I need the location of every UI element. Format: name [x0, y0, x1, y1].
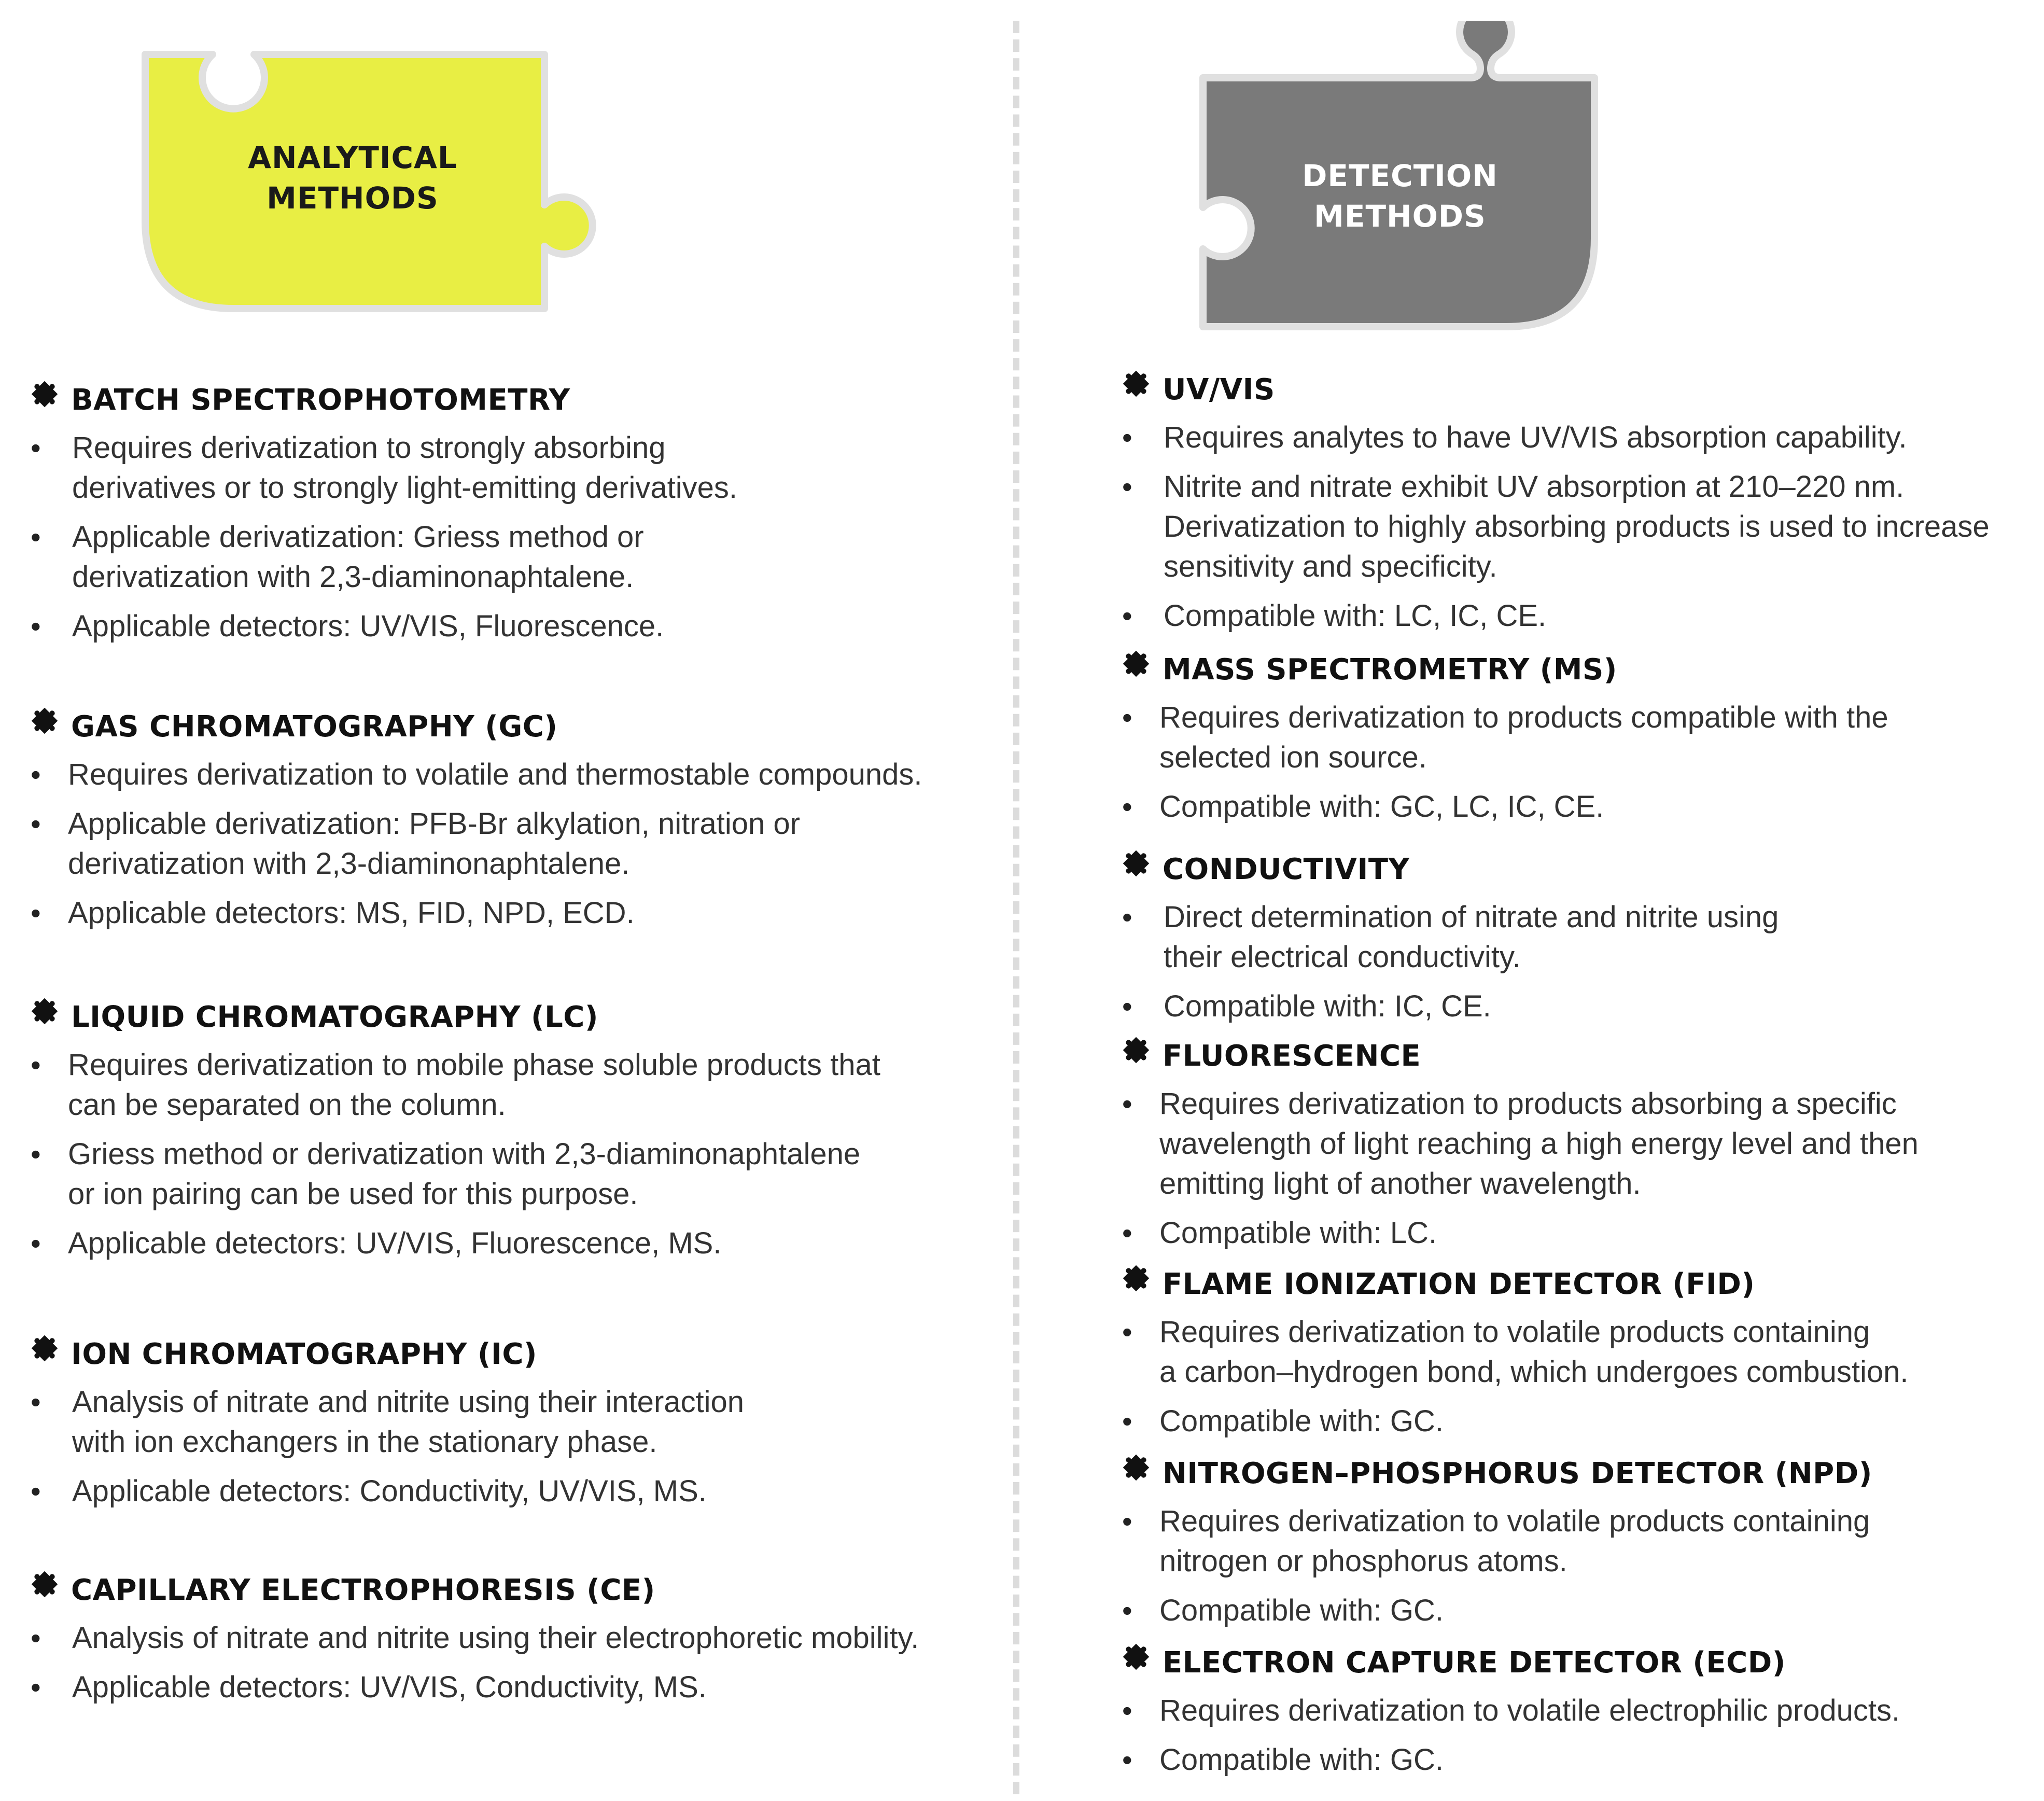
- column-divider: [1013, 21, 1019, 1794]
- detection-section-3: [1120, 845, 2038, 1036]
- bullet-item: • Compatible with: GC.: [1120, 1590, 2038, 1630]
- puzzle-piece-icon: [1120, 648, 1152, 680]
- bullet-item: • Applicable detectors: MS, FID, NPD, ECD.: [29, 893, 1003, 933]
- puzzle-piece-icon: [1120, 847, 1152, 879]
- bullet-list: [29, 755, 1003, 933]
- bullet-item: • Compatible with: GC.: [1120, 1740, 2038, 1780]
- section-title: FLUORESCENCE: [1163, 1039, 1421, 1073]
- bullet-item: • Nitrite and nitrate exhibit UV absorption at 210–220 nm. Derivatization to highly absorbing products is used to increase sensitivity and specificity.: [1120, 467, 2038, 587]
- detection-header-line-2: METHODS: [1314, 199, 1486, 234]
- section-title: GAS CHROMATOGRAPHY (GC): [71, 709, 558, 744]
- section-title: CONDUCTIVITY: [1163, 852, 1410, 886]
- bullet-item: • Applicable detectors: UV/VIS, Fluorescence, MS.: [29, 1223, 1003, 1263]
- analytical-section-2: [29, 703, 1003, 942]
- analytical-section-5: [29, 1566, 1003, 1716]
- bullet-item: • Applicable derivatization: Griess method or derivatization with 2,3-diaminonaphtalene.: [29, 517, 1003, 597]
- analytical-section-1: [29, 376, 1003, 655]
- bullet-list: [1120, 1501, 2038, 1630]
- section-heading: [1120, 1639, 2038, 1686]
- detection-header-line-1: DETECTION: [1302, 158, 1498, 193]
- bullet-item: • Direct determination of nitrate and nitrite using their electrical conductivity.: [1120, 897, 2038, 977]
- puzzle-piece-icon: [1120, 1034, 1152, 1066]
- bullet-list: [29, 1618, 1003, 1707]
- bullet-item: • Requires derivatization to volatile products containing a carbon–hydrogen bond, which undergoes combustion.: [1120, 1312, 2038, 1392]
- bullet-item: • Requires derivatization to volatile and thermostable compounds.: [29, 755, 1003, 794]
- bullet-item: • Griess method or derivatization with 2,3-diaminonaphtalene or ion pairing can be used for this purpose.: [29, 1134, 1003, 1214]
- detection-section-6: [1120, 1449, 2038, 1640]
- section-title: BATCH SPECTROPHOTOMETRY: [71, 383, 570, 417]
- bullet-item: • Requires derivatization to volatile electrophilic products.: [1120, 1691, 2038, 1730]
- bullet-list: [1120, 1312, 2038, 1441]
- section-heading: [29, 1566, 1003, 1614]
- section-heading: [1120, 1260, 2038, 1308]
- bullet-item: • Applicable derivatization: PFB-Br alkylation, nitration or derivatization with 2,3-diaminonaphtalene.: [29, 804, 1003, 884]
- section-heading: [29, 1330, 1003, 1378]
- bullet-list: [1120, 1084, 2038, 1253]
- bullet-item: • Requires derivatization to strongly absorbing derivatives or to strongly light-emitting derivatives.: [29, 428, 1003, 508]
- bullet-list: [1120, 897, 2038, 1026]
- bullet-item: • Analysis of nitrate and nitrite using their electrophoretic mobility.: [29, 1618, 1003, 1658]
- bullet-item: • Requires derivatization to volatile products containing nitrogen or phosphorus atoms.: [1120, 1501, 2038, 1581]
- section-heading: [29, 376, 1003, 424]
- section-title: CAPILLARY ELECTROPHORESIS (CE): [71, 1573, 655, 1607]
- puzzle-piece-icon: [29, 378, 61, 410]
- bullet-item: • Applicable detectors: UV/VIS, Conductivity, MS.: [29, 1667, 1003, 1707]
- bullet-item: • Applicable detectors: Conductivity, UV/VIS, MS.: [29, 1471, 1003, 1511]
- puzzle-piece-icon: [29, 995, 61, 1027]
- bullet-list: [1120, 417, 2038, 636]
- section-heading: [1120, 1449, 2038, 1497]
- bullet-list: [1120, 697, 2038, 827]
- bullet-list: [29, 428, 1003, 646]
- bullet-item: • Requires derivatization to products compatible with the selected ion source.: [1120, 697, 2038, 777]
- bullet-item: • Analysis of nitrate and nitrite using their interaction with ion exchangers in the stationary phase.: [29, 1382, 1003, 1462]
- analytical-header-label: [166, 137, 539, 218]
- section-heading: [29, 703, 1003, 750]
- analytical-methods-header: [135, 44, 601, 319]
- section-heading: [1120, 366, 2038, 413]
- bullet-list: [1120, 1691, 2038, 1780]
- puzzle-piece-icon: [29, 1568, 61, 1600]
- section-title: LIQUID CHROMATOGRAPHY (LC): [71, 1000, 598, 1034]
- bullet-item: • Compatible with: LC.: [1120, 1213, 2038, 1253]
- section-title: UV/VIS: [1163, 372, 1275, 407]
- bullet-item: • Requires derivatization to mobile phase soluble products that can be separated on the column.: [29, 1045, 1003, 1125]
- detection-section-4: [1120, 1032, 2038, 1262]
- bullet-list: [29, 1382, 1003, 1511]
- analytical-section-4: [29, 1330, 1003, 1520]
- bullet-item: • Requires analytes to have UV/VIS absorption capability.: [1120, 417, 2038, 457]
- detection-methods-header: [1193, 21, 1607, 337]
- section-title: MASS SPECTROMETRY (MS): [1163, 652, 1617, 687]
- bullet-item: • Compatible with: IC, CE.: [1120, 986, 2038, 1026]
- section-heading: [29, 993, 1003, 1041]
- puzzle-piece-icon: [1120, 1641, 1152, 1673]
- bullet-list: [29, 1045, 1003, 1263]
- detection-section-2: [1120, 646, 2038, 836]
- puzzle-piece-icon: [1120, 368, 1152, 400]
- puzzle-piece-icon: [29, 1332, 61, 1364]
- section-title: ION CHROMATOGRAPHY (IC): [71, 1337, 538, 1371]
- bullet-item: • Compatible with: GC.: [1120, 1401, 2038, 1441]
- section-title: ELECTRON CAPTURE DETECTOR (ECD): [1163, 1645, 1786, 1680]
- analytical-header-line-2: METHODS: [267, 180, 439, 216]
- detection-section-7: [1120, 1639, 2038, 1789]
- bullet-item: • Requires derivatization to products absorbing a specific wavelength of light reaching a high energy level and then emitting light of another wavelength.: [1120, 1084, 2038, 1204]
- detection-section-1: [1120, 366, 2038, 645]
- puzzle-piece-icon: [1120, 1262, 1152, 1294]
- section-title: FLAME IONIZATION DETECTOR (FID): [1163, 1267, 1755, 1301]
- detection-section-5: [1120, 1260, 2038, 1450]
- analytical-section-3: [29, 993, 1003, 1273]
- bullet-item: • Applicable detectors: UV/VIS, Fluorescence.: [29, 606, 1003, 646]
- puzzle-piece-icon: [29, 705, 61, 737]
- analytical-header-line-1: ANALYTICAL: [248, 140, 457, 175]
- bullet-item: • Compatible with: LC, IC, CE.: [1120, 596, 2038, 636]
- bullet-item: • Compatible with: GC, LC, IC, CE.: [1120, 787, 2038, 827]
- section-heading: [1120, 845, 2038, 893]
- section-heading: [1120, 646, 2038, 693]
- detection-header-label: [1208, 156, 1592, 236]
- section-heading: [1120, 1032, 2038, 1080]
- section-title: NITROGEN–PHOSPHORUS DETECTOR (NPD): [1163, 1456, 1872, 1490]
- puzzle-piece-icon: [1120, 1451, 1152, 1484]
